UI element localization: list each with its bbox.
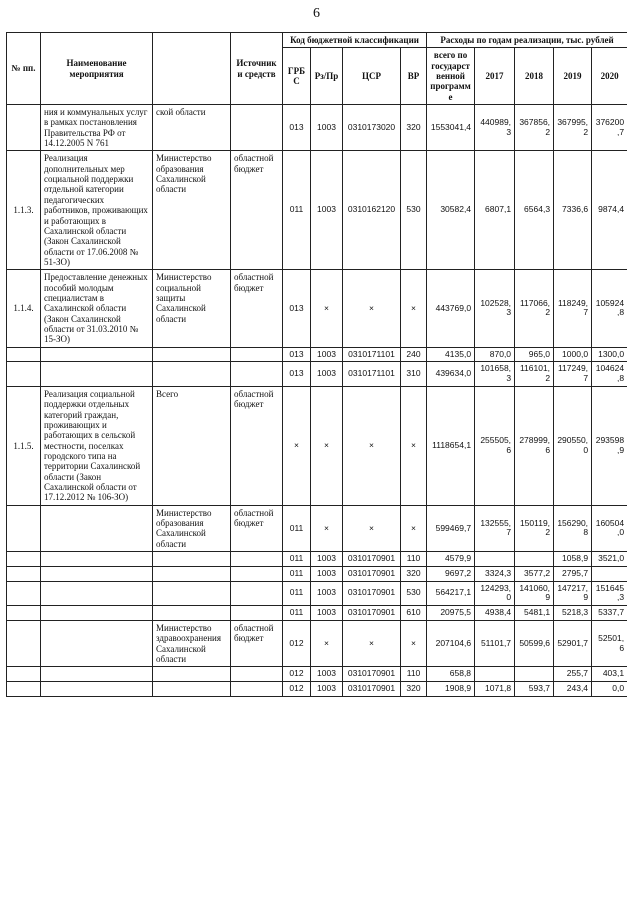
row-2017: 102528,3 xyxy=(475,270,515,347)
row-source: областной бюджет xyxy=(231,386,283,505)
row-source xyxy=(231,362,283,387)
row-2020: 403,1 xyxy=(592,667,627,682)
row-2020: 293598,9 xyxy=(592,386,627,505)
row-rzpr: 1003 xyxy=(311,566,343,581)
row-vr: × xyxy=(401,386,427,505)
row-2017 xyxy=(475,552,515,567)
table-row xyxy=(7,606,628,621)
row-2018: 367856,2 xyxy=(515,105,554,151)
header-expenses-group: Расходы по годам реализации, тыс. рублей xyxy=(427,33,627,48)
row-2017: 124293,0 xyxy=(475,581,515,606)
row-vr: 320 xyxy=(401,682,427,697)
table-row xyxy=(7,667,628,682)
row-2019: 5218,3 xyxy=(554,606,592,621)
row-grbs: 013 xyxy=(283,270,311,347)
row-2018: 6564,3 xyxy=(515,151,554,270)
table-row xyxy=(7,386,628,505)
row-2019: 52901,7 xyxy=(554,620,592,666)
row-total: 30582,4 xyxy=(427,151,475,270)
row-2020: 104624,8 xyxy=(592,362,627,387)
row-number xyxy=(7,682,41,697)
row-name xyxy=(41,505,153,551)
row-2020: 5337,7 xyxy=(592,606,627,621)
table-row xyxy=(7,151,628,270)
row-source xyxy=(231,347,283,362)
row-vr: 530 xyxy=(401,581,427,606)
row-executor: Министерство образования Сахалинской области xyxy=(153,151,231,270)
row-2019: 1058,9 xyxy=(554,552,592,567)
table-row xyxy=(7,505,628,551)
row-2018: 50599,6 xyxy=(515,620,554,666)
row-source xyxy=(231,552,283,567)
row-name: Реализация социальной поддержки отдельных категорий граждан, проживающих и работающих в сельской местности, поселках городского типа на территории Сахалинской области (Закон Сахалинской области от 17.12.2012 № 106-ЗО) xyxy=(41,386,153,505)
row-executor: Министерство здравоохранения Сахалинской области xyxy=(153,620,231,666)
row-csr: 0310171101 xyxy=(343,362,401,387)
row-2018: 141060,9 xyxy=(515,581,554,606)
row-rzpr: × xyxy=(311,620,343,666)
row-total: 20975,5 xyxy=(427,606,475,621)
row-number xyxy=(7,581,41,606)
row-name: Предоставление денежных пособий молодым специалистам в Сахалинской области (Закон Сахалинской области от 31.03.2010 № 15-ЗО) xyxy=(41,270,153,347)
row-name xyxy=(41,552,153,567)
row-csr: 0310162120 xyxy=(343,151,401,270)
row-executor: Министерство социальной защиты Сахалинской области xyxy=(153,270,231,347)
row-vr: 610 xyxy=(401,606,427,621)
row-grbs: 013 xyxy=(283,105,311,151)
row-executor xyxy=(153,362,231,387)
row-name xyxy=(41,347,153,362)
row-grbs: 011 xyxy=(283,606,311,621)
row-name: Реализация дополнительных мер социальной поддержки отдельной категории педагогических работников, проживающих и работающих в Сахалинской области (Закон Сахалинской области от 17.06.2008 № 51-ЗО) xyxy=(41,151,153,270)
row-2018 xyxy=(515,667,554,682)
row-vr: 320 xyxy=(401,105,427,151)
header-source: Источники средств xyxy=(231,33,283,105)
row-2019: 7336,6 xyxy=(554,151,592,270)
row-source: областной бюджет xyxy=(231,270,283,347)
row-grbs: 011 xyxy=(283,566,311,581)
row-total: 9697,2 xyxy=(427,566,475,581)
row-rzpr: × xyxy=(311,386,343,505)
row-total: 599469,7 xyxy=(427,505,475,551)
row-total: 1553041,4 xyxy=(427,105,475,151)
header-rzpr: Рз/Пр xyxy=(311,48,343,105)
row-2017: 6807,1 xyxy=(475,151,515,270)
row-2017: 440989,3 xyxy=(475,105,515,151)
row-total: 4135,0 xyxy=(427,347,475,362)
row-name xyxy=(41,362,153,387)
row-number xyxy=(7,620,41,666)
row-2018 xyxy=(515,552,554,567)
header-2020: 2020 xyxy=(592,48,627,105)
row-vr: 310 xyxy=(401,362,427,387)
table-row xyxy=(7,682,628,697)
table-row xyxy=(7,581,628,606)
row-grbs: 012 xyxy=(283,682,311,697)
row-name xyxy=(41,581,153,606)
header-code-group: Код бюджетной классификации xyxy=(283,33,427,48)
row-2017 xyxy=(475,667,515,682)
table-row xyxy=(7,566,628,581)
row-source xyxy=(231,682,283,697)
page-number: 6 xyxy=(313,6,320,21)
row-number xyxy=(7,505,41,551)
row-2018: 278999,6 xyxy=(515,386,554,505)
row-executor: Министерство образования Сахалинской области xyxy=(153,505,231,551)
row-rzpr: 1003 xyxy=(311,362,343,387)
header-2019: 2019 xyxy=(554,48,592,105)
row-2020: 376200,7 xyxy=(592,105,627,151)
row-total: 564217,1 xyxy=(427,581,475,606)
row-total: 1908,9 xyxy=(427,682,475,697)
row-2017: 51101,7 xyxy=(475,620,515,666)
row-grbs: 011 xyxy=(283,552,311,567)
row-2017: 3324,3 xyxy=(475,566,515,581)
row-number xyxy=(7,105,41,151)
row-grbs: 011 xyxy=(283,151,311,270)
row-name xyxy=(41,667,153,682)
table-body xyxy=(7,105,628,697)
table-row xyxy=(7,552,628,567)
row-executor xyxy=(153,581,231,606)
row-source: областной бюджет xyxy=(231,505,283,551)
row-executor: ской области xyxy=(153,105,231,151)
row-csr: 0310170901 xyxy=(343,667,401,682)
row-csr: × xyxy=(343,270,401,347)
budget-table-scan xyxy=(6,32,627,896)
row-2019: 367995,2 xyxy=(554,105,592,151)
row-2017: 101658,3 xyxy=(475,362,515,387)
row-executor xyxy=(153,667,231,682)
row-2017: 4938,4 xyxy=(475,606,515,621)
row-2018: 965,0 xyxy=(515,347,554,362)
row-csr: × xyxy=(343,620,401,666)
row-number xyxy=(7,667,41,682)
row-source: областной бюджет xyxy=(231,151,283,270)
row-2020: 105924,8 xyxy=(592,270,627,347)
row-source xyxy=(231,105,283,151)
row-2017: 1071,8 xyxy=(475,682,515,697)
row-grbs: × xyxy=(283,386,311,505)
row-rzpr: × xyxy=(311,505,343,551)
row-rzpr: 1003 xyxy=(311,105,343,151)
row-name: ния и коммунальных услуг в рамках постановления Правительства РФ от 14.12.2005 N 761 xyxy=(41,105,153,151)
row-csr: 0310170901 xyxy=(343,682,401,697)
row-grbs: 013 xyxy=(283,347,311,362)
row-2020: 3521,0 xyxy=(592,552,627,567)
header-total: всего по государственной программе xyxy=(427,48,475,105)
row-2020: 0,0 xyxy=(592,682,627,697)
row-rzpr: 1003 xyxy=(311,682,343,697)
row-source xyxy=(231,606,283,621)
row-2018: 5481,1 xyxy=(515,606,554,621)
row-rzpr: 1003 xyxy=(311,581,343,606)
row-rzpr: 1003 xyxy=(311,347,343,362)
row-csr: 0310171101 xyxy=(343,347,401,362)
row-total: 439634,0 xyxy=(427,362,475,387)
row-vr: 110 xyxy=(401,552,427,567)
row-executor xyxy=(153,552,231,567)
row-grbs: 013 xyxy=(283,362,311,387)
row-2017: 255505,6 xyxy=(475,386,515,505)
header-2018: 2018 xyxy=(515,48,554,105)
row-2019: 243,4 xyxy=(554,682,592,697)
table-row xyxy=(7,270,628,347)
row-2020: 1300,0 xyxy=(592,347,627,362)
header-csr: ЦСР xyxy=(343,48,401,105)
row-csr: × xyxy=(343,505,401,551)
row-name xyxy=(41,620,153,666)
row-number: 1.1.5. xyxy=(7,386,41,505)
row-rzpr: 1003 xyxy=(311,552,343,567)
row-csr: 0310170901 xyxy=(343,566,401,581)
row-vr: 320 xyxy=(401,566,427,581)
row-number xyxy=(7,347,41,362)
row-2019: 156290,8 xyxy=(554,505,592,551)
row-2019: 117249,7 xyxy=(554,362,592,387)
row-number: 1.1.4. xyxy=(7,270,41,347)
row-2017: 870,0 xyxy=(475,347,515,362)
row-2018: 116101,2 xyxy=(515,362,554,387)
row-2019: 118249,7 xyxy=(554,270,592,347)
header-executor xyxy=(153,33,231,105)
row-executor: Всего xyxy=(153,386,231,505)
row-source: областной бюджет xyxy=(231,620,283,666)
row-2020 xyxy=(592,566,627,581)
row-vr: × xyxy=(401,270,427,347)
header-2017: 2017 xyxy=(475,48,515,105)
row-csr: 0310170901 xyxy=(343,606,401,621)
row-name xyxy=(41,566,153,581)
row-2020: 52501,6 xyxy=(592,620,627,666)
row-total: 1118654,1 xyxy=(427,386,475,505)
row-executor xyxy=(153,566,231,581)
row-grbs: 011 xyxy=(283,505,311,551)
row-source xyxy=(231,667,283,682)
row-rzpr: 1003 xyxy=(311,606,343,621)
row-2019: 2795,7 xyxy=(554,566,592,581)
header-vr: ВР xyxy=(401,48,427,105)
row-csr: 0310170901 xyxy=(343,581,401,606)
row-2019: 147217,9 xyxy=(554,581,592,606)
row-rzpr: 1003 xyxy=(311,667,343,682)
row-executor xyxy=(153,682,231,697)
row-vr: 240 xyxy=(401,347,427,362)
row-name xyxy=(41,682,153,697)
row-vr: 110 xyxy=(401,667,427,682)
row-2018: 150119,2 xyxy=(515,505,554,551)
header-grbs: ГРБС xyxy=(283,48,311,105)
header-num: № пп. xyxy=(7,33,41,105)
row-2020: 151645,3 xyxy=(592,581,627,606)
row-name xyxy=(41,606,153,621)
row-source xyxy=(231,581,283,606)
row-2018: 117066,2 xyxy=(515,270,554,347)
table-row xyxy=(7,620,628,666)
row-grbs: 011 xyxy=(283,581,311,606)
row-csr: 0310173020 xyxy=(343,105,401,151)
row-2019: 1000,0 xyxy=(554,347,592,362)
row-vr: × xyxy=(401,620,427,666)
row-number xyxy=(7,362,41,387)
row-grbs: 012 xyxy=(283,667,311,682)
row-executor xyxy=(153,347,231,362)
row-2019: 255,7 xyxy=(554,667,592,682)
row-vr: × xyxy=(401,505,427,551)
row-total: 207104,6 xyxy=(427,620,475,666)
row-source xyxy=(231,566,283,581)
row-2018: 3577,2 xyxy=(515,566,554,581)
row-number xyxy=(7,606,41,621)
table-row xyxy=(7,105,628,151)
row-total: 443769,0 xyxy=(427,270,475,347)
row-number xyxy=(7,566,41,581)
table-row xyxy=(7,362,628,387)
row-2018: 593,7 xyxy=(515,682,554,697)
row-2017: 132555,7 xyxy=(475,505,515,551)
row-number xyxy=(7,552,41,567)
row-2020: 160504,0 xyxy=(592,505,627,551)
row-executor xyxy=(153,606,231,621)
row-total: 658,8 xyxy=(427,667,475,682)
row-number: 1.1.3. xyxy=(7,151,41,270)
row-vr: 530 xyxy=(401,151,427,270)
table-row xyxy=(7,347,628,362)
row-grbs: 012 xyxy=(283,620,311,666)
row-rzpr: 1003 xyxy=(311,151,343,270)
header-name: Наименование мероприятия xyxy=(41,33,153,105)
row-rzpr: × xyxy=(311,270,343,347)
row-total: 4579,9 xyxy=(427,552,475,567)
budget-table xyxy=(6,32,627,697)
row-2019: 290550,0 xyxy=(554,386,592,505)
row-2020: 9874,4 xyxy=(592,151,627,270)
row-csr: 0310170901 xyxy=(343,552,401,567)
row-csr: × xyxy=(343,386,401,505)
